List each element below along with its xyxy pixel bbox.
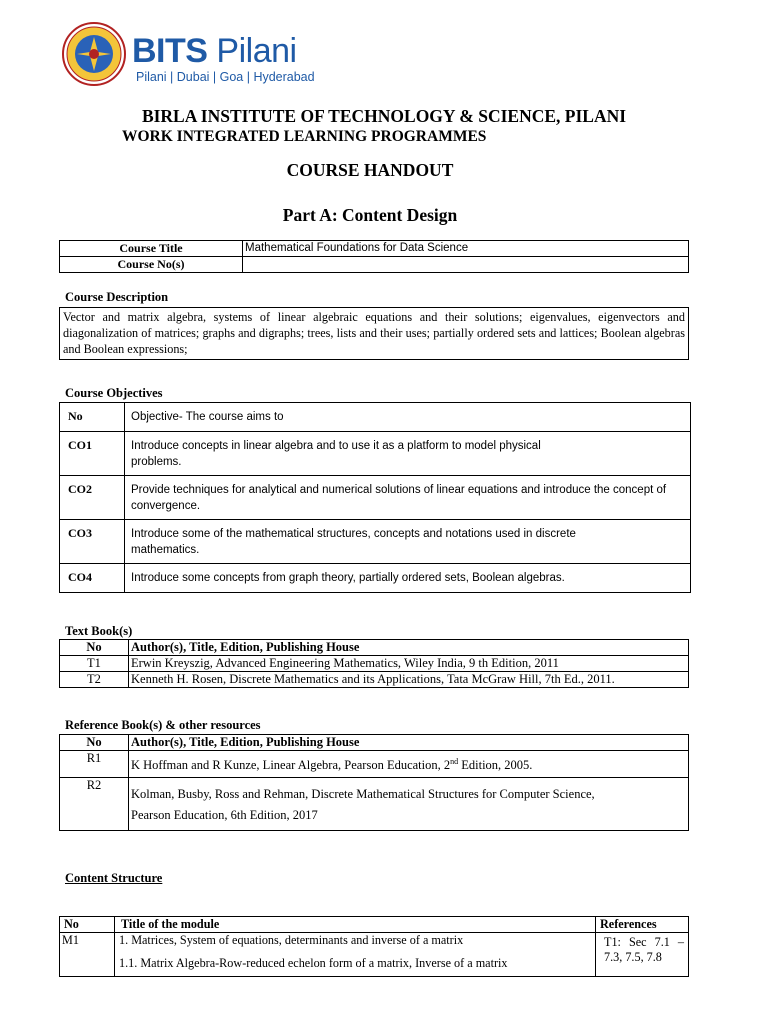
document-title: COURSE HANDOUT	[286, 160, 454, 180]
objective-no: CO1	[60, 432, 125, 476]
course-title-label: Course Title	[60, 241, 243, 257]
module-refs-header: References	[596, 917, 689, 933]
institute-seal-icon	[62, 22, 126, 86]
bits-pilani-logo	[62, 22, 382, 92]
reference-text-sup: nd	[450, 757, 459, 767]
content-header-row	[60, 917, 689, 933]
textbooks-heading: Text Book(s)	[65, 624, 133, 638]
brand-name-regular: Pilani	[216, 32, 297, 70]
objective-text: Introduce concepts in linear algebra and to use it as a platform to model physical problems.	[125, 432, 691, 476]
objective-text-header: Objective- The course aims to	[125, 403, 691, 432]
course-objectives-table	[59, 402, 691, 593]
course-no-label: Course No(s)	[60, 257, 243, 273]
textbooks-header-row	[60, 640, 689, 656]
objective-row	[60, 432, 691, 476]
module-title-cell	[115, 933, 596, 977]
module-no-header: No	[60, 917, 115, 933]
textbook-row	[60, 672, 689, 688]
reference-row	[60, 751, 689, 778]
institute-title: BIRLA INSTITUTE OF TECHNOLOGY & SCIENCE, PILANI	[141, 106, 627, 126]
textbook-text-header: Author(s), Title, Edition, Publishing House	[129, 640, 689, 656]
module-subtitle: 1.1. Matrix Algebra-Row-reduced echelon form of a matrix, Inverse of a matrix	[119, 956, 508, 970]
course-title-value: Mathematical Foundations for Data Science	[243, 241, 689, 257]
reference-text: Kolman, Busby, Ross and Rehman, Discrete Mathematical Structures for Computer Science, Pearson Education, 6th Edition, 2017	[129, 778, 689, 831]
module-refs: T1: Sec 7.1 – 7.3, 7.5, 7.8	[596, 933, 689, 977]
objective-row	[60, 520, 691, 564]
references-header-row	[60, 735, 689, 751]
module-no: M1	[60, 933, 115, 977]
objective-no: CO3	[60, 520, 125, 564]
reference-text-tail: Edition, 2005.	[458, 758, 533, 773]
content-structure-table	[59, 916, 689, 977]
objective-text: Introduce some concepts from graph theory, partially ordered sets, Boolean algebras.	[125, 564, 691, 593]
textbook-no: T1	[60, 656, 129, 672]
reference-no-header: No	[60, 735, 129, 751]
reference-no: R2	[60, 778, 129, 831]
content-structure-heading: Content Structure	[65, 871, 163, 885]
reference-row	[60, 778, 689, 831]
reference-text	[129, 751, 689, 778]
objective-text: Provide techniques for analytical and numerical solutions of linear equations and introduce the concept of convergence.	[125, 476, 691, 520]
course-no-value	[243, 257, 689, 273]
reference-no: R1	[60, 751, 129, 778]
references-heading: Reference Book(s) & other resources	[65, 718, 261, 732]
objective-row	[60, 476, 691, 520]
objectives-header-row	[60, 403, 691, 432]
references-table	[59, 734, 689, 831]
textbook-text: Erwin Kreyszig, Advanced Engineering Mathematics, Wiley India, 9 th Edition, 2011	[129, 656, 689, 672]
reference-text-header: Author(s), Title, Edition, Publishing House	[129, 735, 689, 751]
objective-text: Introduce some of the mathematical structures, concepts and notations used in discrete mathematics.	[125, 520, 691, 564]
textbook-no-header: No	[60, 640, 129, 656]
objective-no: CO2	[60, 476, 125, 520]
brand-name-bold: BITS	[132, 32, 208, 70]
brand-campuses: Pilani | Dubai | Goa | Hyderabad	[136, 70, 315, 84]
part-title: Part A: Content Design	[282, 205, 458, 225]
objective-no-header: No	[60, 403, 125, 432]
textbook-text: Kenneth H. Rosen, Discrete Mathematics and its Applications, Tata McGraw Hill, 7th Ed., 2011.	[129, 672, 689, 688]
reference-text-main: K Hoffman and R Kunze, Linear Algebra, Pearson Education, 2	[131, 758, 451, 773]
module-title: 1. Matrices, System of equations, determinants and inverse of a matrix	[119, 933, 464, 947]
programme-title: WORK INTEGRATED LEARNING PROGRAMMES	[122, 128, 487, 145]
course-title-row	[60, 241, 689, 257]
textbook-no: T2	[60, 672, 129, 688]
module-title-header: Title of the module	[115, 917, 596, 933]
module-row	[60, 933, 689, 977]
course-description-text: Vector and matrix algebra, systems of linear algebraic equations and their solutions; eigenvalues, eigenvectors and diagonalization of matrices; graphs and digraphs; trees, lists and their uses; partially ordered sets and lattices; Boolean algebras and Boolean expressions;	[59, 307, 689, 360]
objective-row	[60, 564, 691, 593]
course-objectives-heading: Course Objectives	[65, 386, 163, 400]
objective-no: CO4	[60, 564, 125, 593]
course-no-row	[60, 257, 689, 273]
course-description-heading: Course Description	[65, 290, 169, 304]
textbook-row	[60, 656, 689, 672]
course-info-table	[59, 240, 689, 273]
brand-name	[132, 32, 297, 71]
textbooks-table	[59, 639, 689, 688]
